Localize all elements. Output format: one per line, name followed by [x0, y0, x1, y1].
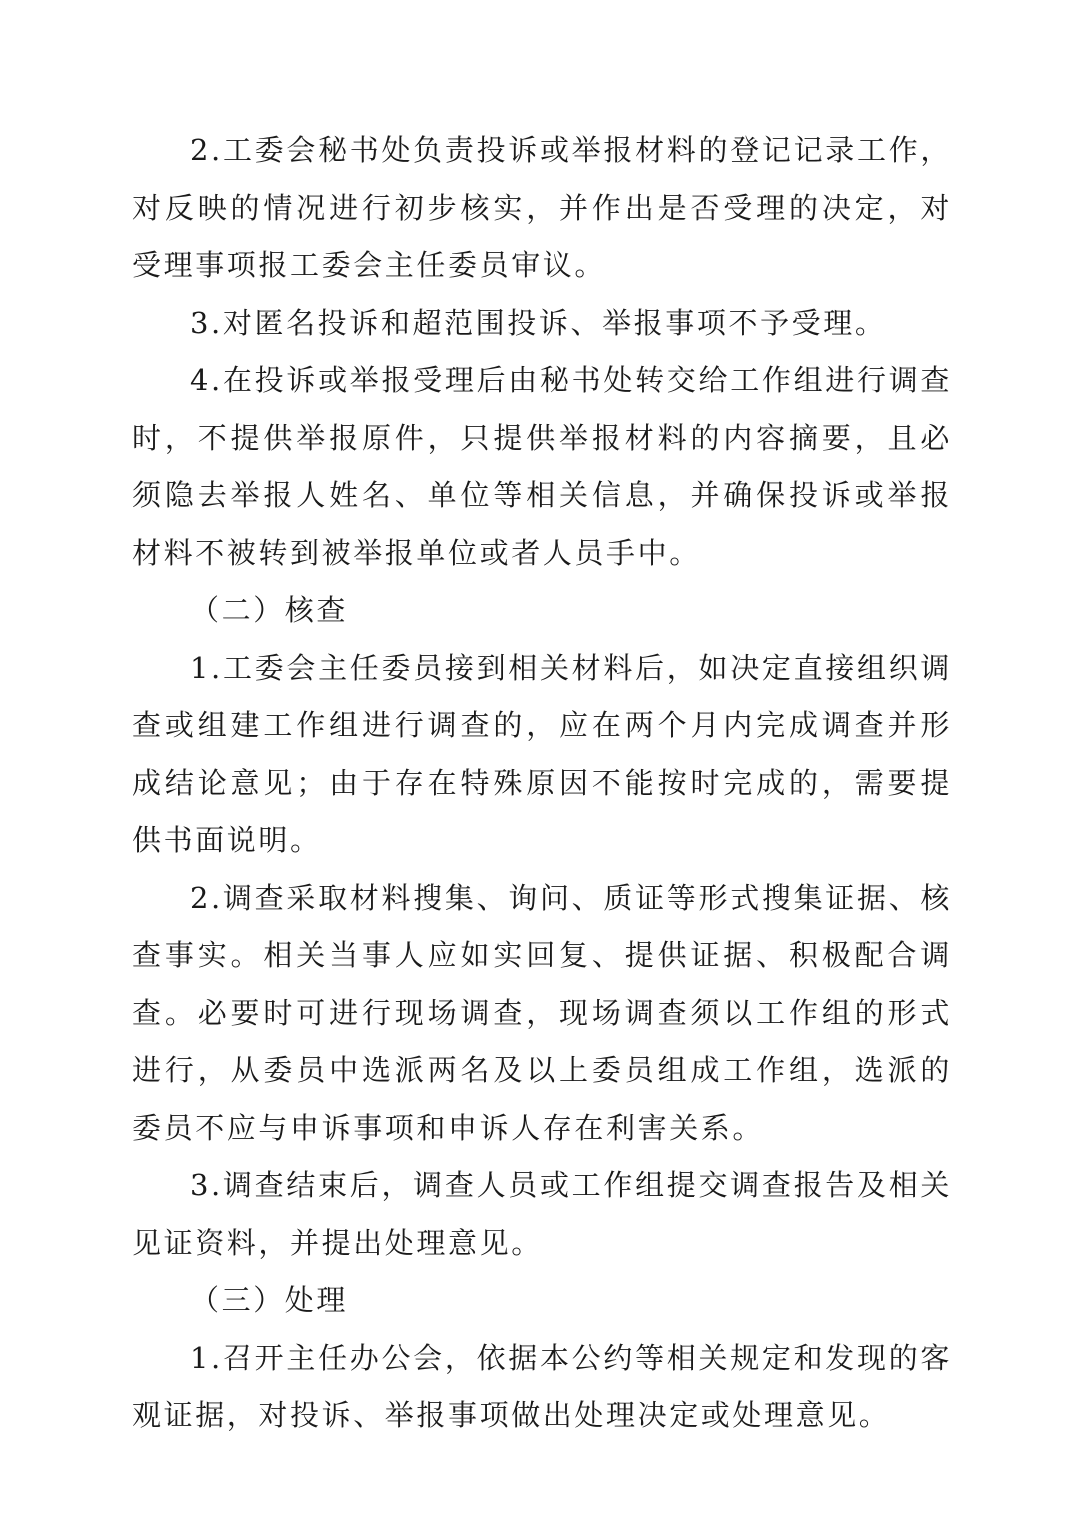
- paragraph-evidence-collection: 2.调查采取材料搜集、询问、质证等形式搜集证据、核查事实。相关当事人应如实回复、提供证据、积极配合调查。必要时可进行现场调查，现场调查须以工作组的形式进行，从委员中选派两名及以上委员组成工作组，选派的委员不应与申诉事项和申诉人存在利害关系。: [132, 880, 952, 1145]
- paragraph-director-meeting: 1.召开主任办公会，依据本公约等相关规定和发现的客观证据，对投诉、举报事项做出处理决定或处理意见。: [132, 1340, 952, 1432]
- paragraph-anonymous-not-accepted: 3.对匿名投诉和超范围投诉、举报事项不予受理。: [190, 305, 887, 340]
- document-body: [132, 122, 952, 1445]
- section-heading-verification: （二）核查: [190, 593, 349, 627]
- paragraph-investigation-report: 3.调查结束后，调查人员或工作组提交调查报告及相关见证资料，并提出处理意见。: [132, 1168, 952, 1260]
- section-heading-handling: （三）处理: [190, 1283, 349, 1317]
- paragraph-secretariat-registration: 2.工委会秘书处负责投诉或举报材料的登记记录工作，对反映的情况进行初步核实，并作出是否受理的决定，对受理事项报工委会主任委员审议。: [132, 133, 952, 282]
- paragraph-investigation-deadline: 1.工委会主任委员接到相关材料后，如决定直接组织调查或组建工作组进行调查的，应在两个月内完成调查并形成结论意见；由于存在特殊原因不能按时完成的，需要提供书面说明。: [132, 650, 952, 857]
- paragraph-confidentiality: 4.在投诉或举报受理后由秘书处转交给工作组进行调查时，不提供举报原件，只提供举报材料的内容摘要，且必须隐去举报人姓名、单位等相关信息，并确保投诉或举报材料不被转到被举报单位或者人员手中。: [132, 363, 952, 570]
